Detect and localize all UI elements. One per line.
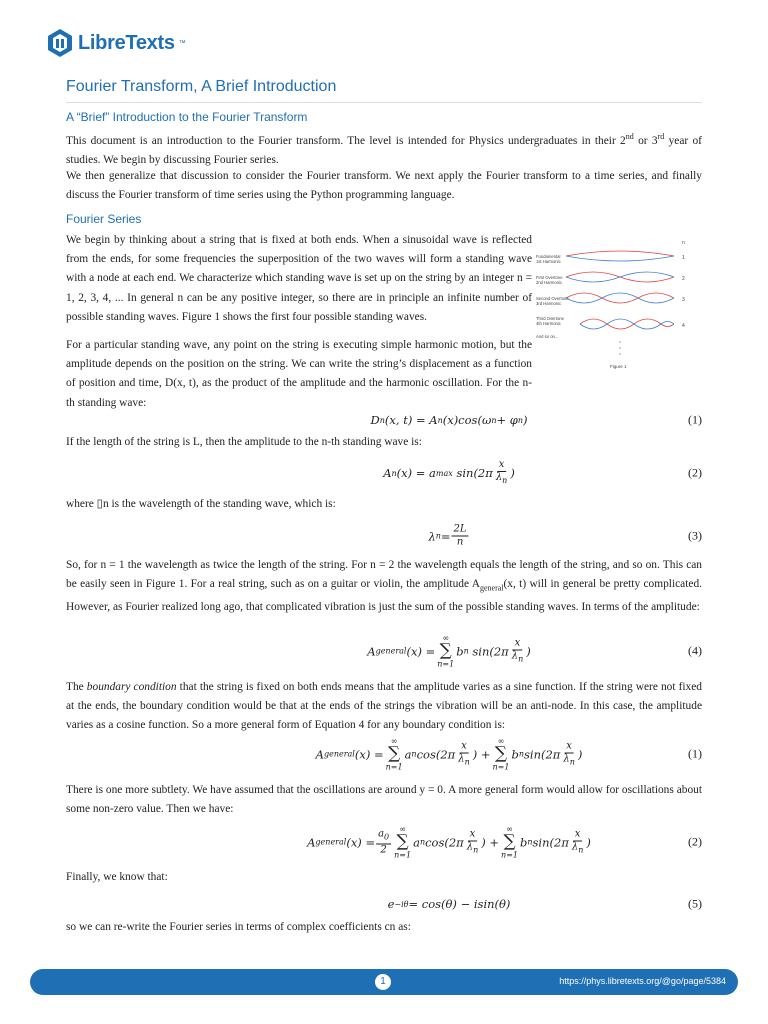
svg-text:Fundamental: Fundamental (536, 254, 561, 259)
paragraph-generalize: We then generalize that discussion to consider the Fourier transform. We next apply the Fourier transform to a time series, and finally discuss the Fourier transform of time series using the Python programming language. (66, 170, 702, 202)
footer-url-link[interactable]: https://phys.libretexts.org/@go/page/5384 (559, 976, 726, 986)
section-heading-intro: A “Brief” Introduction to the Fourier Transform (66, 110, 308, 124)
wave-row-1 (536, 251, 685, 264)
wave-row-3 (536, 293, 685, 306)
svg-text:3: 3 (682, 297, 685, 303)
wave-row-4 (536, 316, 685, 329)
equation-5: e −iθ = cos(θ) − isin(θ) (5) (387, 896, 702, 911)
svg-text:4th Harmonic: 4th Harmonic (536, 321, 561, 326)
brand-name: LibreTexts (78, 31, 175, 54)
svg-text:4: 4 (682, 323, 685, 329)
paragraph-intro: This document is an introduction to the Fourier transform. The level is intended for Physics undergraduates in their 2nd or 3rd year of studies. We begin by discussing Fourier series. (66, 132, 702, 166)
paragraph-complex: so we can re-write the Fourier series in terms of complex coefficients cn as: (66, 921, 411, 933)
equation-4: A general (x) = ∞ ∑ n=1 b n sin(2π $\frac{x}{\lambda_n}$ ) (4) (367, 633, 702, 669)
page-number: 1 (375, 974, 391, 990)
equation-3: λ n = $\frac{2L}{n}$ (3) (428, 523, 702, 548)
paragraph-finally: Finally, we know that: (66, 871, 168, 883)
svg-text:3rd Harmonic: 3rd Harmonic (536, 301, 562, 306)
paragraph-harmonic: For a particular standing wave, any point on the string is executing simple harmonic motion, but the amplitude depends on the position on the string. We can write the string’s displacement as a function of position and time, D(x, t), as the product of the amplitude and the harmonic oscillation. For the n-th standing wave: (66, 339, 532, 409)
svg-text:2: 2 (682, 276, 685, 282)
equation-1: D n (x, t) = A n (x)cos(ω n + φ n ) (1) (370, 412, 702, 427)
svg-text:1: 1 (682, 255, 685, 261)
svg-text:1st Harmonic: 1st Harmonic (536, 259, 561, 264)
equation-general-1: A general (x) = ∞ ∑ n=1 a n cos(2π $\frac{x}{\lambda_n}$ ) + ∞ ∑ n=1 b n sin(2π $\frac{x}{\lambda_n}$ ) (1) (315, 736, 702, 772)
page-title: Fourier Transform, A Brief Introduction (66, 78, 702, 103)
section-heading-fourier-series: Fourier Series (66, 212, 142, 226)
paragraph-length: If the length of the string is L, then the amplitude to the n-th standing wave is: (66, 436, 422, 448)
svg-text:Second Overtone: Second Overtone (536, 296, 569, 301)
paragraph-boundary: The boundary condition that the string is fixed on both ends means that the amplitude varies as a sine function. If the string were not fixed at the ends, the boundary condition would be that at the ends of the strings the vibration will be an anti-node. In this case, the amplitude varies as a cosine function. So a more general form of Equation 4 for any boundary condition is: (66, 681, 702, 732)
trademark-icon: ™ (178, 39, 186, 47)
wave-row-2 (536, 272, 685, 285)
figure-n-header: n (682, 240, 685, 246)
figure-and-so-on: And so on... (536, 334, 559, 339)
libretexts-logo-icon (46, 28, 74, 58)
svg-text:2nd Harmonic: 2nd Harmonic (536, 280, 563, 285)
equation-general-2: A general (x) = $\frac{a_0}{2}$ ∞ ∑ n=1 a n cos(2π $\frac{x}{\lambda_n}$ ) + ∞ ∑ n=1 b n sin(2π $\frac{x}{\lambda_n}$ ) (2) (307, 824, 702, 860)
page-footer (30, 969, 738, 995)
paragraph-string: We begin by thinking about a string that is fixed at both ends. When a sinusoidal wave is reflected from the ends, for some frequencies the superposition of the two waves will form a standing wave with a node at each end. We characterize which standing wave is set up on the string by an integer n = 1, 2, 3, 4, ... In general n can be any positive integer, so there are in principle an infinite number of possible standing waves. Figure 1 shows the first four possible standing waves. (66, 234, 532, 323)
libretexts-logo[interactable] (46, 28, 186, 58)
paragraph-subtlety: There is one more subtlety. We have assumed that the oscillations are around y = 0. A more general form would allow for oscillations about some non-zero value. Then we have: (66, 784, 702, 816)
svg-text:Third Overtone: Third Overtone (536, 316, 564, 321)
paragraph-wavelength: where ▯n is the wavelength of the standing wave, which is: (66, 498, 336, 510)
paragraph-string-length: So, for n = 1 the wavelength as twice the length of the string. For n = 2 the wavelength equals the length of the string, and so on. This can be easily seen in Figure 1. For a real string, such as on a guitar or violin, the amplitude $A_{general}(x$, t) will in general be pretty complicated. However, as Fourier realized long ago, that complicated vibration is just the sum of the possible standing waves. In terms of the amplitude: (66, 559, 703, 613)
figure-caption: Figure 1 (610, 364, 627, 369)
svg-text:First Overtone: First Overtone (536, 275, 563, 280)
equation-2: A n (x) = a max sin(2π $\frac{x}{\lambda_n}$ ) (2) (383, 459, 702, 485)
standing-waves-figure (536, 236, 704, 376)
